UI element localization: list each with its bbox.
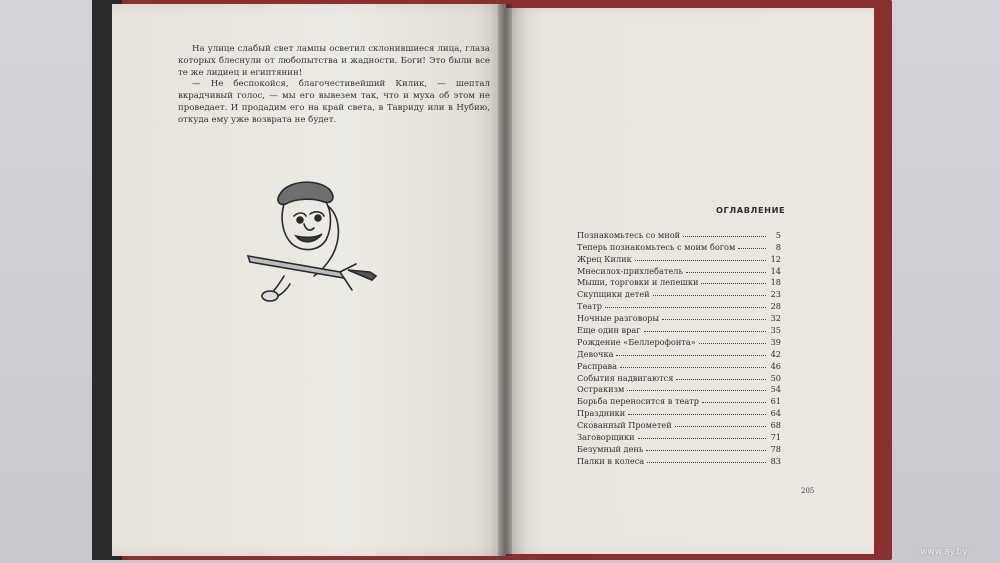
paragraph: На улице слабый свет лампы осветил склонившиеся лица, глаза которых блеснули от любопытства и жадности. Боги! Это были все те же лидиец и египтянин!	[178, 44, 490, 78]
toc-row	[577, 252, 781, 264]
toc-entry-title: Теперь познакомьтесь с моим богом	[577, 241, 736, 252]
book-gutter	[498, 4, 512, 556]
toc-entry-title: Праздники	[577, 408, 626, 419]
toc-entry-title: Палки в колеса	[577, 455, 645, 466]
toc-entry-title: Ночные разговоры	[577, 313, 660, 324]
toc-row	[577, 335, 781, 347]
toc-leader-dots	[605, 306, 766, 308]
toc-leader-dots	[675, 425, 766, 427]
toc-row	[577, 311, 781, 323]
toc-leader-dots	[701, 282, 766, 284]
toc-row	[577, 418, 781, 430]
toc-row	[577, 228, 781, 240]
toc-leader-dots	[676, 378, 766, 380]
toc-row	[577, 347, 781, 359]
toc-leader-dots	[686, 271, 766, 273]
toc-leader-dots	[616, 354, 766, 356]
page-number: 205	[801, 487, 815, 495]
toc-row	[577, 264, 781, 276]
toc-entry-title: Мнесилох-прихлебатель	[577, 265, 683, 276]
toc-entry-title: Безумный день	[577, 443, 644, 454]
toc-leader-dots	[702, 401, 766, 403]
toc-entry-page: 68	[770, 420, 781, 431]
toc-entry-page: 83	[770, 455, 781, 466]
toc-row	[577, 276, 781, 288]
toc-leader-dots	[699, 342, 766, 344]
toc-row	[577, 454, 781, 466]
toc-title: ОГЛАВЛЕНИЕ	[716, 205, 786, 215]
toc-entry-title: Остракизм	[577, 384, 625, 395]
toc-leader-dots	[644, 330, 766, 332]
toc-row	[577, 299, 781, 311]
warrior-illustration	[244, 176, 378, 308]
toc-entry-title: Познакомьтесь со мной	[577, 229, 681, 240]
toc-entry-page: 8	[775, 241, 781, 252]
toc-entry-title: Рождение «Беллерофонта»	[577, 336, 696, 347]
toc-entry-title: Заговорщики	[577, 432, 635, 443]
toc-entry-page: 18	[770, 277, 781, 288]
toc-row	[577, 371, 781, 383]
toc-row	[577, 406, 781, 418]
toc-entry-page: 46	[770, 360, 781, 371]
toc-entry-title: Девочка	[577, 348, 614, 359]
toc-leader-dots	[635, 259, 766, 261]
toc-row	[577, 323, 781, 335]
table-of-contents	[577, 228, 781, 466]
toc-entry-title: Еще один враг	[577, 325, 641, 336]
toc-row	[577, 359, 781, 371]
toc-leader-dots	[647, 461, 766, 463]
toc-row	[577, 287, 781, 299]
toc-entry-page: 12	[770, 253, 781, 264]
toc-row	[577, 442, 781, 454]
toc-leader-dots	[646, 449, 766, 451]
toc-entry-title: Жрец Килик	[577, 253, 632, 264]
toc-leader-dots	[638, 437, 766, 439]
toc-entry-page: 35	[770, 325, 781, 336]
toc-entry-page: 39	[770, 336, 781, 347]
toc-leader-dots	[683, 235, 766, 237]
watermark: www.ay.by	[920, 547, 968, 557]
toc-leader-dots	[738, 247, 766, 249]
toc-entry-title: Расправа	[577, 360, 618, 371]
toc-entry-page: 14	[770, 265, 781, 276]
toc-entry-title: Скованный Прометей	[577, 420, 672, 431]
toc-entry-page: 71	[770, 432, 781, 443]
toc-row	[577, 383, 781, 395]
toc-entry-page: 5	[775, 229, 781, 240]
toc-leader-dots	[653, 294, 766, 296]
toc-entry-page: 32	[770, 313, 781, 324]
toc-leader-dots	[662, 318, 766, 320]
toc-entry-page: 42	[770, 348, 781, 359]
toc-leader-dots	[628, 413, 766, 415]
toc-entry-title: Мыши, торговки и лепешки	[577, 277, 699, 288]
toc-entry-page: 78	[770, 443, 781, 454]
toc-entry-title: Скупщики детей	[577, 289, 650, 300]
toc-row	[577, 394, 781, 406]
toc-entry-title: Борьба переносится в театр	[577, 396, 699, 407]
toc-row	[577, 240, 781, 252]
toc-row	[577, 430, 781, 442]
toc-entry-title: События надвигаются	[577, 372, 674, 383]
left-page-text	[178, 44, 490, 127]
toc-entry-page: 61	[770, 396, 781, 407]
toc-entry-page: 50	[770, 372, 781, 383]
paragraph: — Не беспокойся, благочестивейший Килик, — шептал вкрадчивый голос, — мы его вывезем так, что и муха об этом не проведает. И продадим его на край света, в Тавриду или в Нубию, откуда ему уже возврата не будет.	[178, 79, 490, 125]
toc-entry-page: 28	[770, 301, 781, 312]
toc-leader-dots	[627, 389, 766, 391]
toc-entry-page: 64	[770, 408, 781, 419]
toc-entry-page: 54	[770, 384, 781, 395]
toc-entry-page: 23	[770, 289, 781, 300]
toc-entry-title: Театр	[577, 301, 602, 312]
toc-leader-dots	[620, 366, 766, 368]
